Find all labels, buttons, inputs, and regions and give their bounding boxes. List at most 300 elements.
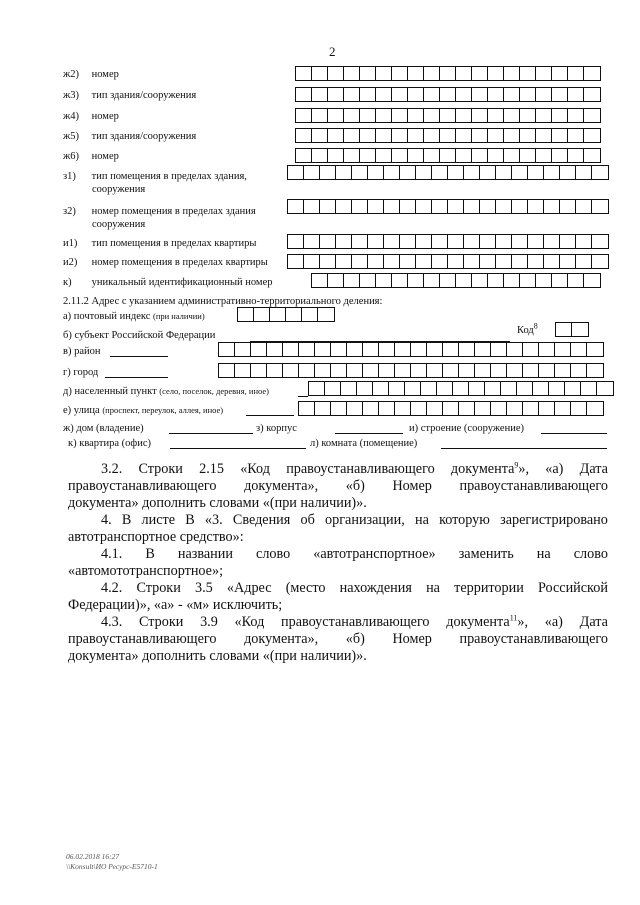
- char-cell[interactable]: [219, 343, 235, 356]
- char-cell[interactable]: [464, 235, 480, 248]
- char-cell[interactable]: [480, 166, 496, 179]
- char-cell[interactable]: [376, 109, 392, 122]
- char-cell[interactable]: [480, 235, 496, 248]
- char-cell[interactable]: [320, 255, 336, 268]
- char-cell[interactable]: [392, 149, 408, 162]
- char-cell[interactable]: [251, 343, 267, 356]
- char-cell[interactable]: [552, 88, 568, 101]
- char-cell[interactable]: [219, 364, 235, 377]
- char-cell[interactable]: [539, 364, 555, 377]
- char-cell[interactable]: [368, 255, 384, 268]
- char-cell[interactable]: [592, 166, 608, 179]
- char-cell[interactable]: [549, 382, 565, 395]
- char-cell[interactable]: [560, 255, 576, 268]
- char-cell[interactable]: [523, 364, 539, 377]
- char-cell[interactable]: [555, 343, 571, 356]
- char-cell[interactable]: [552, 274, 568, 287]
- char-cell[interactable]: [496, 200, 512, 213]
- postal-index-grid[interactable]: [237, 307, 335, 322]
- char-cell[interactable]: [384, 235, 400, 248]
- char-cell[interactable]: [565, 382, 581, 395]
- char-cell[interactable]: [504, 67, 520, 80]
- char-cell[interactable]: [392, 109, 408, 122]
- char-cell[interactable]: [304, 255, 320, 268]
- char-cell[interactable]: [304, 235, 320, 248]
- char-cell[interactable]: [299, 343, 315, 356]
- char-cell[interactable]: [347, 343, 363, 356]
- char-cell[interactable]: [347, 364, 363, 377]
- char-cell[interactable]: [357, 382, 373, 395]
- char-cell[interactable]: [475, 364, 491, 377]
- char-cell[interactable]: [544, 255, 560, 268]
- char-cell[interactable]: [427, 343, 443, 356]
- char-cell[interactable]: [568, 149, 584, 162]
- char-cell[interactable]: [254, 308, 270, 321]
- char-cell[interactable]: [523, 343, 539, 356]
- char-cell[interactable]: [560, 166, 576, 179]
- char-cell[interactable]: [491, 402, 507, 415]
- char-cell[interactable]: [296, 129, 312, 142]
- city-line[interactable]: [105, 377, 168, 378]
- char-cell[interactable]: [379, 364, 395, 377]
- char-cell[interactable]: [512, 200, 528, 213]
- char-cell[interactable]: [251, 364, 267, 377]
- char-cell[interactable]: [312, 109, 328, 122]
- char-cell[interactable]: [312, 149, 328, 162]
- char-cell[interactable]: [352, 255, 368, 268]
- char-cell[interactable]: [432, 166, 448, 179]
- char-cell[interactable]: [288, 166, 304, 179]
- char-cell[interactable]: [344, 149, 360, 162]
- char-cell[interactable]: [283, 364, 299, 377]
- district-line[interactable]: [110, 356, 168, 357]
- char-cell[interactable]: [312, 129, 328, 142]
- char-cell[interactable]: [424, 149, 440, 162]
- char-cell[interactable]: [504, 274, 520, 287]
- char-cell[interactable]: [296, 149, 312, 162]
- char-cell[interactable]: [379, 343, 395, 356]
- char-cell[interactable]: [464, 166, 480, 179]
- char-cell[interactable]: [523, 402, 539, 415]
- char-cell[interactable]: [480, 200, 496, 213]
- char-cell[interactable]: [302, 308, 318, 321]
- char-cell[interactable]: [520, 67, 536, 80]
- char-cell[interactable]: [392, 274, 408, 287]
- char-cell[interactable]: [368, 235, 384, 248]
- char-cell[interactable]: [552, 149, 568, 162]
- char-cell[interactable]: [571, 343, 587, 356]
- char-cell[interactable]: [432, 200, 448, 213]
- char-cell[interactable]: [325, 382, 341, 395]
- char-cell[interactable]: [400, 200, 416, 213]
- char-cell[interactable]: [328, 88, 344, 101]
- char-cell[interactable]: [560, 235, 576, 248]
- char-cell[interactable]: [408, 129, 424, 142]
- char-cell[interactable]: [405, 382, 421, 395]
- char-cell[interactable]: [408, 274, 424, 287]
- char-cell[interactable]: [360, 109, 376, 122]
- char-cell[interactable]: [440, 149, 456, 162]
- char-grid[interactable]: [295, 128, 601, 143]
- char-cell[interactable]: [488, 109, 504, 122]
- char-cell[interactable]: [360, 149, 376, 162]
- char-cell[interactable]: [392, 88, 408, 101]
- char-cell[interactable]: [411, 364, 427, 377]
- char-grid[interactable]: [287, 199, 609, 214]
- char-cell[interactable]: [469, 382, 485, 395]
- char-cell[interactable]: [283, 343, 299, 356]
- char-cell[interactable]: [286, 308, 302, 321]
- char-cell[interactable]: [507, 343, 523, 356]
- char-cell[interactable]: [488, 88, 504, 101]
- char-cell[interactable]: [270, 308, 286, 321]
- char-cell[interactable]: [424, 88, 440, 101]
- char-cell[interactable]: [235, 343, 251, 356]
- char-cell[interactable]: [539, 343, 555, 356]
- char-cell[interactable]: [408, 149, 424, 162]
- char-grid[interactable]: [287, 234, 609, 249]
- char-cell[interactable]: [520, 149, 536, 162]
- char-cell[interactable]: [504, 129, 520, 142]
- char-grid[interactable]: [311, 273, 601, 288]
- char-cell[interactable]: [480, 255, 496, 268]
- char-cell[interactable]: [296, 109, 312, 122]
- settlement-line[interactable]: [298, 396, 308, 397]
- structure-line[interactable]: [541, 433, 607, 434]
- char-cell[interactable]: [363, 343, 379, 356]
- char-cell[interactable]: [536, 109, 552, 122]
- char-cell[interactable]: [360, 88, 376, 101]
- char-cell[interactable]: [437, 382, 453, 395]
- char-cell[interactable]: [536, 149, 552, 162]
- char-cell[interactable]: [376, 149, 392, 162]
- char-cell[interactable]: [504, 88, 520, 101]
- char-cell[interactable]: [408, 88, 424, 101]
- char-cell[interactable]: [552, 129, 568, 142]
- char-cell[interactable]: [347, 402, 363, 415]
- char-cell[interactable]: [309, 382, 325, 395]
- char-cell[interactable]: [584, 129, 600, 142]
- char-cell[interactable]: [267, 343, 283, 356]
- char-cell[interactable]: [312, 67, 328, 80]
- char-cell[interactable]: [488, 67, 504, 80]
- char-cell[interactable]: [312, 88, 328, 101]
- char-cell[interactable]: [520, 109, 536, 122]
- char-cell[interactable]: [576, 166, 592, 179]
- char-cell[interactable]: [556, 323, 572, 336]
- char-cell[interactable]: [344, 129, 360, 142]
- char-cell[interactable]: [288, 255, 304, 268]
- char-cell[interactable]: [528, 255, 544, 268]
- char-cell[interactable]: [587, 364, 603, 377]
- char-cell[interactable]: [560, 200, 576, 213]
- char-cell[interactable]: [288, 235, 304, 248]
- char-cell[interactable]: [379, 402, 395, 415]
- char-cell[interactable]: [363, 364, 379, 377]
- char-cell[interactable]: [571, 402, 587, 415]
- char-cell[interactable]: [421, 382, 437, 395]
- char-cell[interactable]: [411, 343, 427, 356]
- char-cell[interactable]: [416, 255, 432, 268]
- char-cell[interactable]: [568, 109, 584, 122]
- char-cell[interactable]: [336, 235, 352, 248]
- char-cell[interactable]: [443, 343, 459, 356]
- char-grid[interactable]: [218, 342, 604, 357]
- char-grid[interactable]: [287, 254, 609, 269]
- char-cell[interactable]: [320, 166, 336, 179]
- char-cell[interactable]: [448, 255, 464, 268]
- char-cell[interactable]: [373, 382, 389, 395]
- char-cell[interactable]: [443, 402, 459, 415]
- char-grid[interactable]: [308, 381, 614, 396]
- char-cell[interactable]: [533, 382, 549, 395]
- char-cell[interactable]: [392, 67, 408, 80]
- char-cell[interactable]: [512, 166, 528, 179]
- char-cell[interactable]: [485, 382, 501, 395]
- char-grid[interactable]: [287, 165, 609, 180]
- char-cell[interactable]: [448, 166, 464, 179]
- char-cell[interactable]: [408, 109, 424, 122]
- char-cell[interactable]: [344, 67, 360, 80]
- char-cell[interactable]: [432, 255, 448, 268]
- char-cell[interactable]: [488, 274, 504, 287]
- char-cell[interactable]: [528, 200, 544, 213]
- char-cell[interactable]: [440, 129, 456, 142]
- char-cell[interactable]: [584, 67, 600, 80]
- char-cell[interactable]: [576, 255, 592, 268]
- char-cell[interactable]: [472, 88, 488, 101]
- char-cell[interactable]: [427, 402, 443, 415]
- char-grid[interactable]: [298, 401, 604, 416]
- char-cell[interactable]: [416, 200, 432, 213]
- char-cell[interactable]: [501, 382, 517, 395]
- char-cell[interactable]: [459, 364, 475, 377]
- char-cell[interactable]: [360, 274, 376, 287]
- char-cell[interactable]: [440, 88, 456, 101]
- char-cell[interactable]: [368, 200, 384, 213]
- building-line[interactable]: [335, 433, 403, 434]
- char-cell[interactable]: [235, 364, 251, 377]
- char-cell[interactable]: [416, 235, 432, 248]
- char-cell[interactable]: [504, 149, 520, 162]
- char-cell[interactable]: [456, 274, 472, 287]
- char-cell[interactable]: [544, 235, 560, 248]
- char-cell[interactable]: [472, 274, 488, 287]
- char-cell[interactable]: [384, 255, 400, 268]
- char-cell[interactable]: [507, 364, 523, 377]
- char-cell[interactable]: [536, 274, 552, 287]
- char-cell[interactable]: [448, 200, 464, 213]
- char-cell[interactable]: [472, 129, 488, 142]
- char-cell[interactable]: [584, 109, 600, 122]
- char-cell[interactable]: [520, 88, 536, 101]
- char-cell[interactable]: [568, 88, 584, 101]
- char-cell[interactable]: [520, 129, 536, 142]
- char-grid[interactable]: [295, 108, 601, 123]
- char-cell[interactable]: [464, 255, 480, 268]
- char-cell[interactable]: [427, 364, 443, 377]
- char-cell[interactable]: [400, 235, 416, 248]
- char-grid[interactable]: [295, 87, 601, 102]
- char-cell[interactable]: [312, 274, 328, 287]
- char-cell[interactable]: [328, 109, 344, 122]
- kod-grid[interactable]: [555, 322, 589, 337]
- char-cell[interactable]: [528, 166, 544, 179]
- char-cell[interactable]: [443, 364, 459, 377]
- char-cell[interactable]: [597, 382, 613, 395]
- char-cell[interactable]: [336, 166, 352, 179]
- char-cell[interactable]: [572, 323, 588, 336]
- char-cell[interactable]: [328, 149, 344, 162]
- char-cell[interactable]: [459, 402, 475, 415]
- char-cell[interactable]: [568, 67, 584, 80]
- char-cell[interactable]: [491, 343, 507, 356]
- char-cell[interactable]: [544, 166, 560, 179]
- char-cell[interactable]: [592, 255, 608, 268]
- char-cell[interactable]: [400, 255, 416, 268]
- char-cell[interactable]: [456, 149, 472, 162]
- char-cell[interactable]: [376, 274, 392, 287]
- char-cell[interactable]: [320, 235, 336, 248]
- char-cell[interactable]: [475, 402, 491, 415]
- char-cell[interactable]: [472, 149, 488, 162]
- char-cell[interactable]: [360, 129, 376, 142]
- char-cell[interactable]: [344, 88, 360, 101]
- char-cell[interactable]: [552, 67, 568, 80]
- char-cell[interactable]: [472, 109, 488, 122]
- house-line[interactable]: [169, 433, 253, 434]
- char-cell[interactable]: [584, 88, 600, 101]
- char-cell[interactable]: [488, 129, 504, 142]
- char-cell[interactable]: [304, 166, 320, 179]
- char-cell[interactable]: [384, 166, 400, 179]
- char-cell[interactable]: [344, 274, 360, 287]
- char-cell[interactable]: [576, 235, 592, 248]
- char-cell[interactable]: [584, 274, 600, 287]
- char-cell[interactable]: [544, 200, 560, 213]
- char-cell[interactable]: [496, 255, 512, 268]
- char-cell[interactable]: [459, 343, 475, 356]
- char-cell[interactable]: [376, 129, 392, 142]
- char-cell[interactable]: [520, 274, 536, 287]
- char-cell[interactable]: [336, 255, 352, 268]
- char-cell[interactable]: [304, 200, 320, 213]
- char-cell[interactable]: [504, 109, 520, 122]
- char-cell[interactable]: [491, 364, 507, 377]
- char-cell[interactable]: [488, 149, 504, 162]
- char-cell[interactable]: [238, 308, 254, 321]
- char-cell[interactable]: [475, 343, 491, 356]
- apartment-line[interactable]: [170, 448, 306, 449]
- char-cell[interactable]: [395, 402, 411, 415]
- char-cell[interactable]: [352, 166, 368, 179]
- char-cell[interactable]: [341, 382, 357, 395]
- char-cell[interactable]: [424, 67, 440, 80]
- char-cell[interactable]: [512, 235, 528, 248]
- char-cell[interactable]: [328, 274, 344, 287]
- char-cell[interactable]: [536, 67, 552, 80]
- char-cell[interactable]: [440, 67, 456, 80]
- char-cell[interactable]: [299, 402, 315, 415]
- char-cell[interactable]: [456, 88, 472, 101]
- char-cell[interactable]: [331, 364, 347, 377]
- char-cell[interactable]: [587, 402, 603, 415]
- char-cell[interactable]: [536, 129, 552, 142]
- char-cell[interactable]: [496, 235, 512, 248]
- room-line[interactable]: [441, 448, 607, 449]
- char-cell[interactable]: [376, 88, 392, 101]
- char-grid[interactable]: [295, 66, 601, 81]
- char-cell[interactable]: [576, 200, 592, 213]
- char-cell[interactable]: [389, 382, 405, 395]
- char-cell[interactable]: [496, 166, 512, 179]
- char-cell[interactable]: [376, 67, 392, 80]
- char-cell[interactable]: [424, 274, 440, 287]
- char-cell[interactable]: [555, 402, 571, 415]
- char-cell[interactable]: [267, 364, 283, 377]
- char-cell[interactable]: [424, 109, 440, 122]
- char-cell[interactable]: [408, 67, 424, 80]
- char-cell[interactable]: [456, 67, 472, 80]
- char-cell[interactable]: [581, 382, 597, 395]
- char-cell[interactable]: [416, 166, 432, 179]
- char-cell[interactable]: [344, 109, 360, 122]
- char-cell[interactable]: [587, 343, 603, 356]
- char-cell[interactable]: [528, 235, 544, 248]
- char-cell[interactable]: [328, 67, 344, 80]
- char-cell[interactable]: [336, 200, 352, 213]
- char-cell[interactable]: [296, 67, 312, 80]
- char-grid[interactable]: [218, 363, 604, 378]
- char-cell[interactable]: [555, 364, 571, 377]
- char-cell[interactable]: [453, 382, 469, 395]
- char-cell[interactable]: [512, 255, 528, 268]
- char-cell[interactable]: [315, 343, 331, 356]
- char-cell[interactable]: [360, 67, 376, 80]
- char-cell[interactable]: [395, 343, 411, 356]
- char-cell[interactable]: [424, 129, 440, 142]
- char-cell[interactable]: [539, 402, 555, 415]
- char-cell[interactable]: [288, 200, 304, 213]
- char-cell[interactable]: [352, 200, 368, 213]
- char-cell[interactable]: [315, 402, 331, 415]
- char-grid[interactable]: [295, 148, 601, 163]
- char-cell[interactable]: [328, 129, 344, 142]
- char-cell[interactable]: [440, 109, 456, 122]
- char-cell[interactable]: [363, 402, 379, 415]
- char-cell[interactable]: [411, 402, 427, 415]
- char-cell[interactable]: [592, 235, 608, 248]
- char-cell[interactable]: [507, 402, 523, 415]
- char-cell[interactable]: [400, 166, 416, 179]
- char-cell[interactable]: [584, 149, 600, 162]
- char-cell[interactable]: [517, 382, 533, 395]
- char-cell[interactable]: [568, 274, 584, 287]
- char-cell[interactable]: [395, 364, 411, 377]
- char-cell[interactable]: [592, 200, 608, 213]
- char-cell[interactable]: [352, 235, 368, 248]
- char-cell[interactable]: [296, 88, 312, 101]
- char-cell[interactable]: [368, 166, 384, 179]
- char-cell[interactable]: [331, 402, 347, 415]
- char-cell[interactable]: [568, 129, 584, 142]
- char-cell[interactable]: [536, 88, 552, 101]
- char-cell[interactable]: [331, 343, 347, 356]
- char-cell[interactable]: [384, 200, 400, 213]
- char-cell[interactable]: [299, 364, 315, 377]
- char-cell[interactable]: [432, 235, 448, 248]
- char-cell[interactable]: [456, 129, 472, 142]
